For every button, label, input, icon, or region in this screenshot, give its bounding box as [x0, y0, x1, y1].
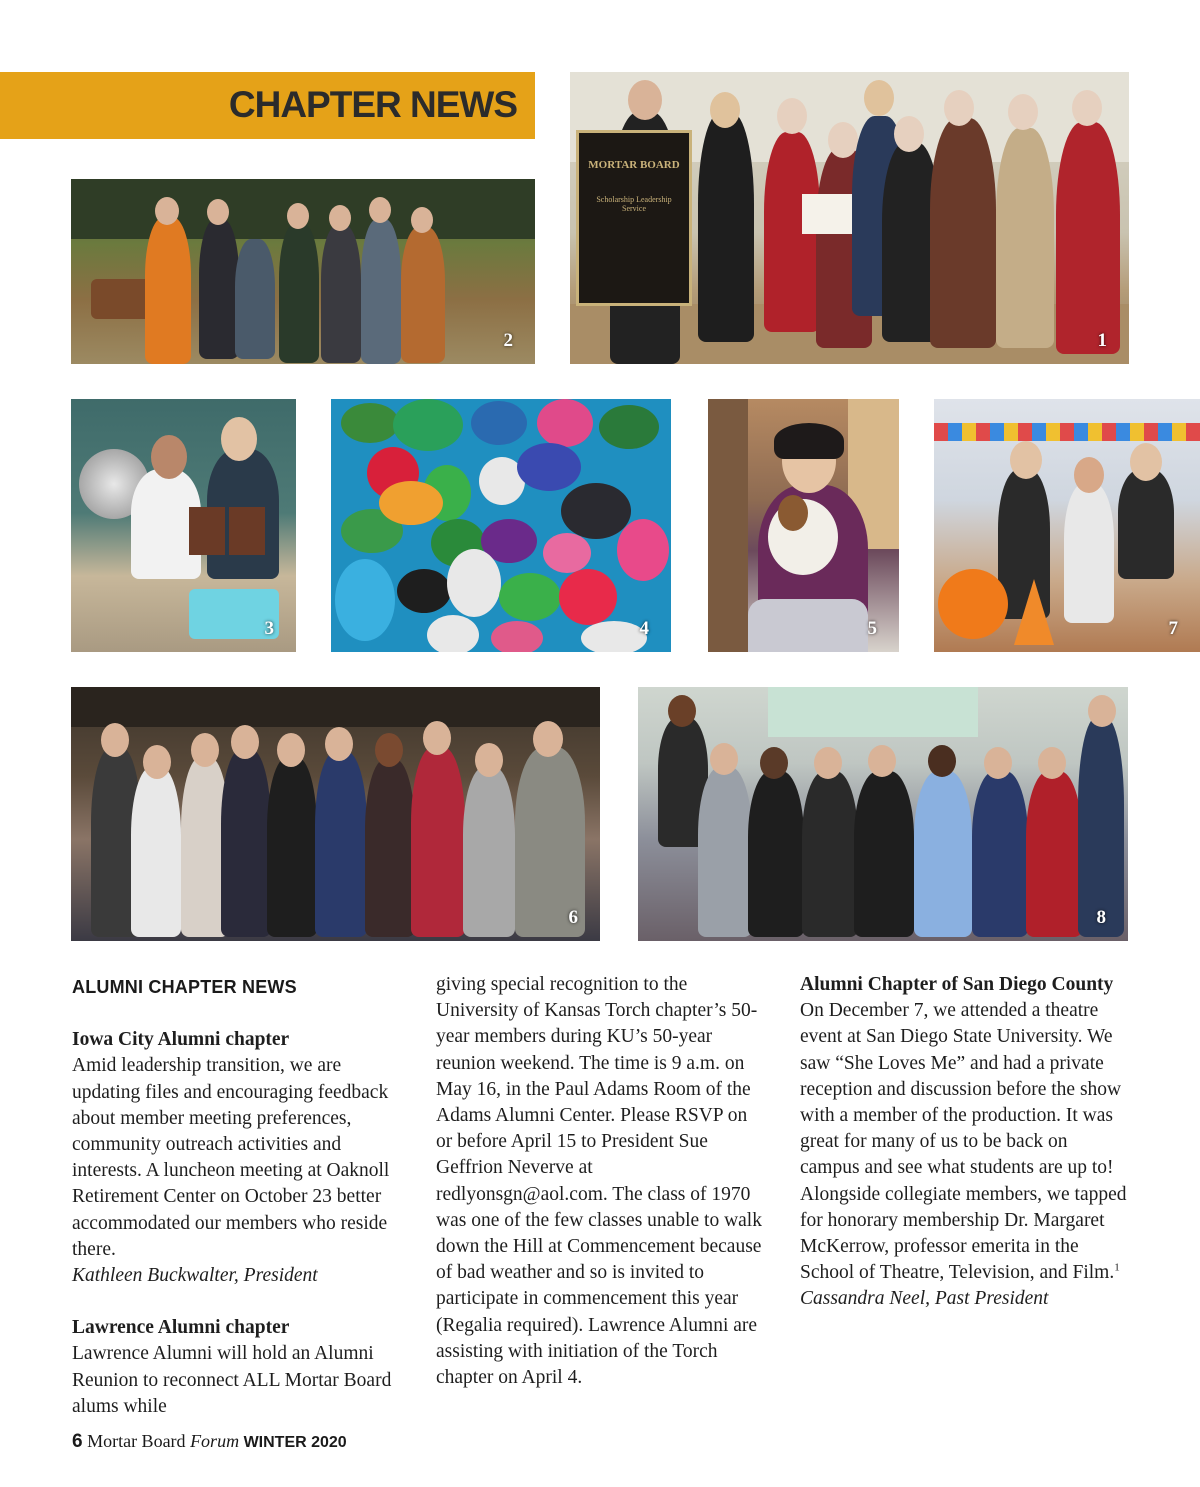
chapter-news-banner: [0, 72, 535, 139]
publication-forum: Forum: [190, 1431, 240, 1451]
photo-number-3: 3: [264, 618, 274, 639]
page-title: CHAPTER NEWS: [228, 84, 517, 125]
photo-3: [71, 399, 296, 652]
text-column-3: [800, 972, 1130, 1313]
text-column-1: [72, 972, 412, 1420]
footnote-marker: 1: [1114, 1261, 1120, 1274]
iowa-chapter-body: Amid leadership transition, we are updating files and encouraging feedback about member meeting preferences, community outreach activities and interests. A luncheon meeting at Oaknoll Retirement Center on October 23 better accommodated our members who reside there.: [72, 1055, 390, 1260]
lawrence-chapter-heading: Lawrence Alumni chapter: [72, 1317, 290, 1339]
san-diego-chapter-body: [800, 998, 1130, 1286]
photo-number-1: 1: [1097, 330, 1107, 351]
photo-number-2: 2: [503, 330, 513, 351]
san-diego-chapter-body-text: On December 7, we attended a theatre event at San Diego State University. We saw “She Loves Me” and had a private reception and discussion before the show with a member of the production. It was great for many of us to be back on campus and see what students are up to! Alongside collegiate members, we tapped for honorary membership Dr. Margaret McKerrow, professor emerita in the School of Theatre, Television, and Film.: [800, 1000, 1127, 1284]
photo-number-7: 7: [1168, 618, 1178, 639]
text-column-2: [436, 972, 766, 1391]
publication-name: Mortar Board: [87, 1431, 186, 1451]
san-diego-chapter-signature: Cassandra Neel, Past President: [800, 1288, 1049, 1310]
photo-1: [570, 72, 1129, 364]
photo-number-8: 8: [1096, 907, 1106, 928]
page-footer: [72, 1431, 347, 1453]
photo-number-6: 6: [568, 907, 578, 928]
banner-sign-subtitle: Scholarship Leadership Service: [596, 195, 672, 213]
iowa-chapter-heading: Iowa City Alumni chapter: [72, 1029, 290, 1051]
photo-7: [934, 399, 1200, 652]
mortar-board-banner: [576, 130, 692, 306]
banner-sign-title: MORTAR BOARD: [588, 159, 680, 171]
photo-2: [71, 179, 535, 364]
iowa-chapter-signature: Kathleen Buckwalter, President: [72, 1265, 318, 1287]
issue-label: WINTER 2020: [243, 1434, 347, 1451]
lawrence-chapter-body-part1: Lawrence Alumni will hold an Alumni Reunion to reconnect ALL Mortar Board alums while: [72, 1343, 392, 1417]
photo-4: [331, 399, 671, 652]
photo-number-4: 4: [639, 618, 649, 639]
photo-8: [638, 687, 1128, 941]
photo-6: [71, 687, 600, 941]
photo-5: [708, 399, 899, 652]
page-number: 6: [72, 1431, 83, 1452]
section-heading: ALUMNI CHAPTER NEWS: [72, 977, 297, 997]
photo-number-5: 5: [867, 618, 877, 639]
lawrence-chapter-body-part2: giving special recognition to the University of Kansas Torch chapter’s 50-year members during KU’s 50-year reunion weekend. The time is 9 a.m. on May 16, in the Paul Adams Room of the Adams Alumni Center. Please RSVP on or before April 15 to President Sue Geffrion Neverve at redlyonsgn@aol.com. The class of 1970 was one of the few classes unable to walk down the Hill at Commencement because of bad weather and so is invited to participate in commencement this year (Regalia required). Lawrence Alumni are assisting with initiation of the Torch chapter on April 4.: [436, 974, 762, 1389]
san-diego-chapter-heading: Alumni Chapter of San Diego County: [800, 974, 1114, 995]
